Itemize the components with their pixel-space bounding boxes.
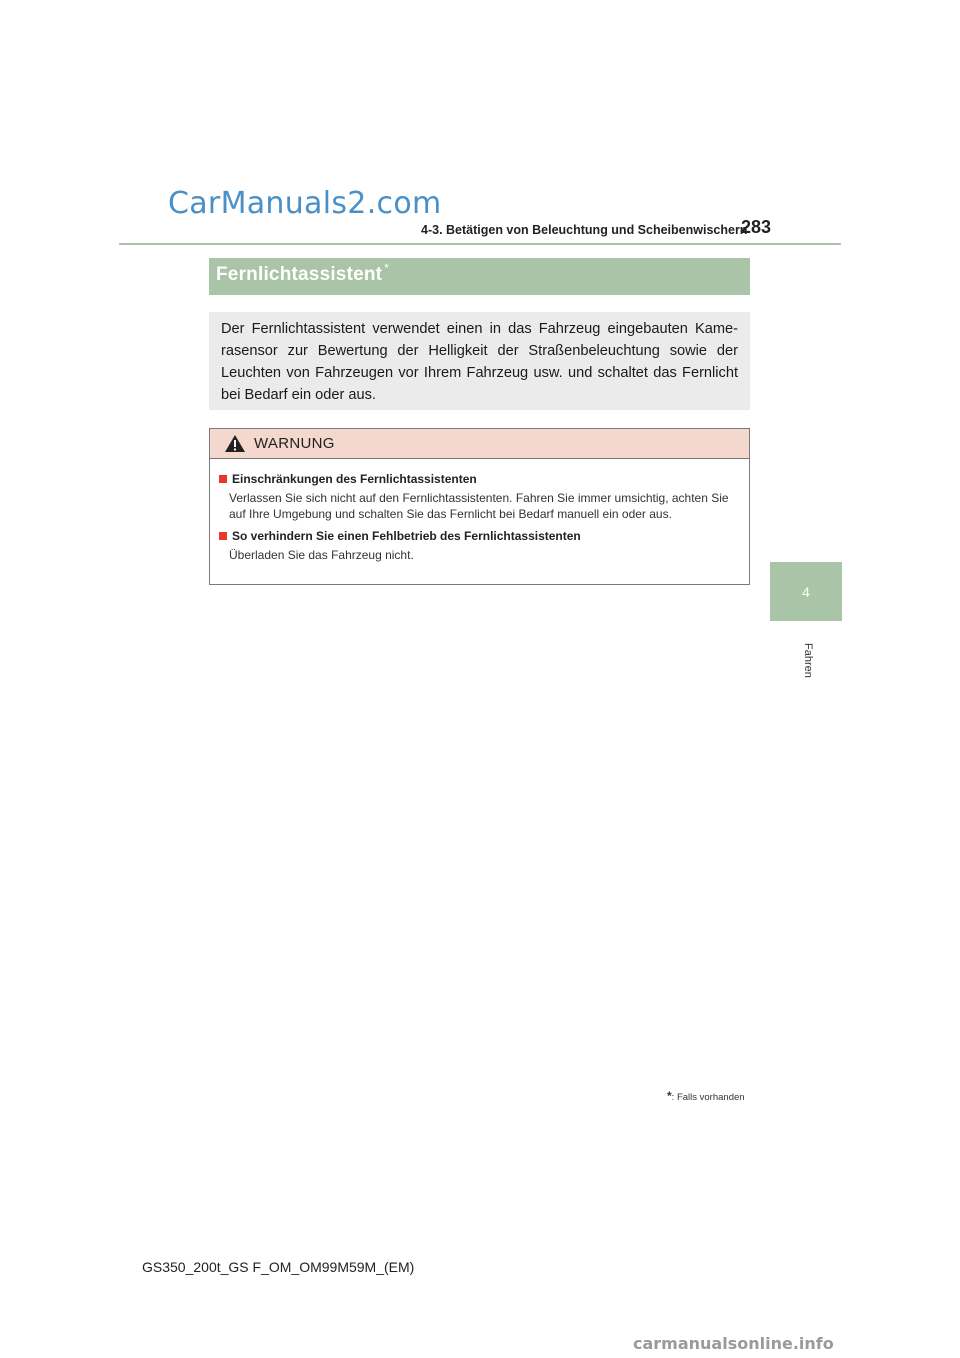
section-heading — [209, 258, 750, 295]
section-title: Fernlichtassistent — [216, 264, 383, 285]
warning-title: WARNUNG — [254, 435, 335, 452]
chapter-title: 4-3. Betätigen von Beleuchtung und Scheibenwischern — [421, 223, 748, 237]
header-divider — [119, 243, 841, 245]
intro-text: Der Fernlichtassistent verwendet einen in das Fahrzeug eingebauten Kamerasensor zur Bewertung der Helligkeit der Straßenbeleuchtung sowie der Leuchten von Fahrzeugen vor Ihrem Fahrzeug usw. und schaltet das Fernlicht bei Bedarf ein oder aus. — [221, 321, 738, 403]
footnote-marker: * — [667, 1089, 672, 1103]
warning-box — [209, 428, 750, 585]
footnote — [667, 1089, 745, 1103]
chapter-tab-number: 4 — [802, 583, 810, 600]
warning-item — [219, 472, 739, 522]
warning-item-heading — [219, 472, 739, 486]
watermark-logo-bottom: carmanualsonline.info — [633, 1334, 834, 1353]
square-bullet-icon — [219, 475, 227, 483]
warning-item-heading-text: Einschränkungen des Fernlichtassistenten — [232, 472, 477, 486]
footnote-text: : Falls vorhanden — [671, 1092, 745, 1103]
page-number: 283 — [741, 217, 772, 237]
warning-header — [210, 429, 749, 459]
optional-equipment-marker: * — [384, 261, 389, 275]
chapter-tab-label: Fahren — [802, 643, 814, 678]
warning-triangle-icon — [224, 434, 246, 453]
square-bullet-icon — [219, 532, 227, 540]
intro-box — [209, 312, 750, 410]
warning-item-heading-text: So verhindern Sie einen Fehlbetrieb des Fernlichtassistenten — [232, 529, 581, 543]
warning-item-text: Überladen Sie das Fahrzeug nicht. — [229, 548, 414, 562]
warning-body — [210, 459, 749, 563]
warning-item-text: Verlassen Sie sich nicht auf den Fernlichtassistenten. Fahren Sie immer umsichtig, achten Sie auf Ihre Umgebung und schalten Sie das Fernlicht bei Bedarf manuell ein oder aus. — [229, 491, 729, 521]
warning-item-heading — [219, 529, 739, 543]
document-code: GS350_200t_GS F_OM_OM99M59M_(EM) — [142, 1259, 415, 1275]
warning-item — [219, 529, 739, 563]
watermark-logo-top: CarManuals2.com — [168, 186, 442, 221]
chapter-tab — [770, 562, 842, 621]
